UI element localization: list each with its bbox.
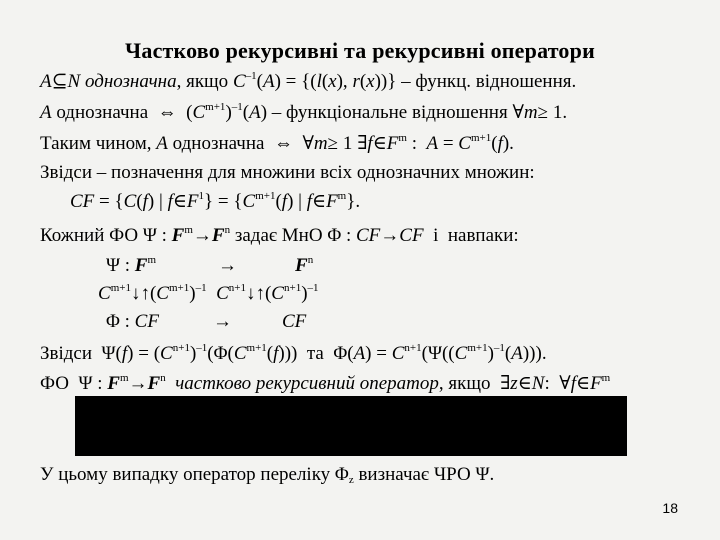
line-9: Φ : CF → CF [106,311,307,332]
line-11: ФО Ψ : $F^m\to F^n$ частково рекурсивний оператор, якщо ∃z∈N: $\forall f\in F^m$ [40,372,611,394]
line-3: Таким чином, A однозначна ⇔ ∀m≥ 1 $\exists f\in F^m$ : $A = C^{m+1}(f)$. [40,132,514,154]
page-number: 18 [662,500,678,516]
line-2: A однозначна ⇔ $(C^{m+1})^{-1}(A)$ – функціональне відношення ∀m≥ 1. [40,101,568,123]
redacted-formula-image [75,396,627,456]
line-8: $C^{m+1}↓↑(C^{m+1})^{-1}$ $C^{n+1}↓↑(C^{n+1})^{-1}$ [98,282,319,304]
slide-title: Частково рекурсивні та рекурсивні оператори [125,38,595,63]
line-6: Кожний ФО Ψ : $F^m\to F^n$ задає МнО Φ : CF→CF і навпаки: [40,224,519,246]
line-5: CF = {C(f) | $f\in F^1\} = \{C^{m+1}(f)$ | $f\in F^m$}. [70,190,361,212]
line-12: У цьому випадку оператор переліку $\Phi_z$ визначає ЧРО Ψ. [40,464,495,486]
line-4: Звідси – позначення для множини всіх однозначних множин: [40,162,535,183]
line-1: A⊆N однозначна, якщо $C^{-1}(A) = \{(l(x)$, r(x))} – функц. відношення. [40,70,577,92]
line-10: Звідси $\Psi(f) = (C^{n+1})^{-1}(\Phi(C^{m+1}(f)))$ та $\Phi(A) = C^{n+1}(\Psi((C^{m+1})^{-1}(A)))$. [40,342,547,364]
line-7: Ψ : $F^m \to F^n$ [106,254,314,276]
